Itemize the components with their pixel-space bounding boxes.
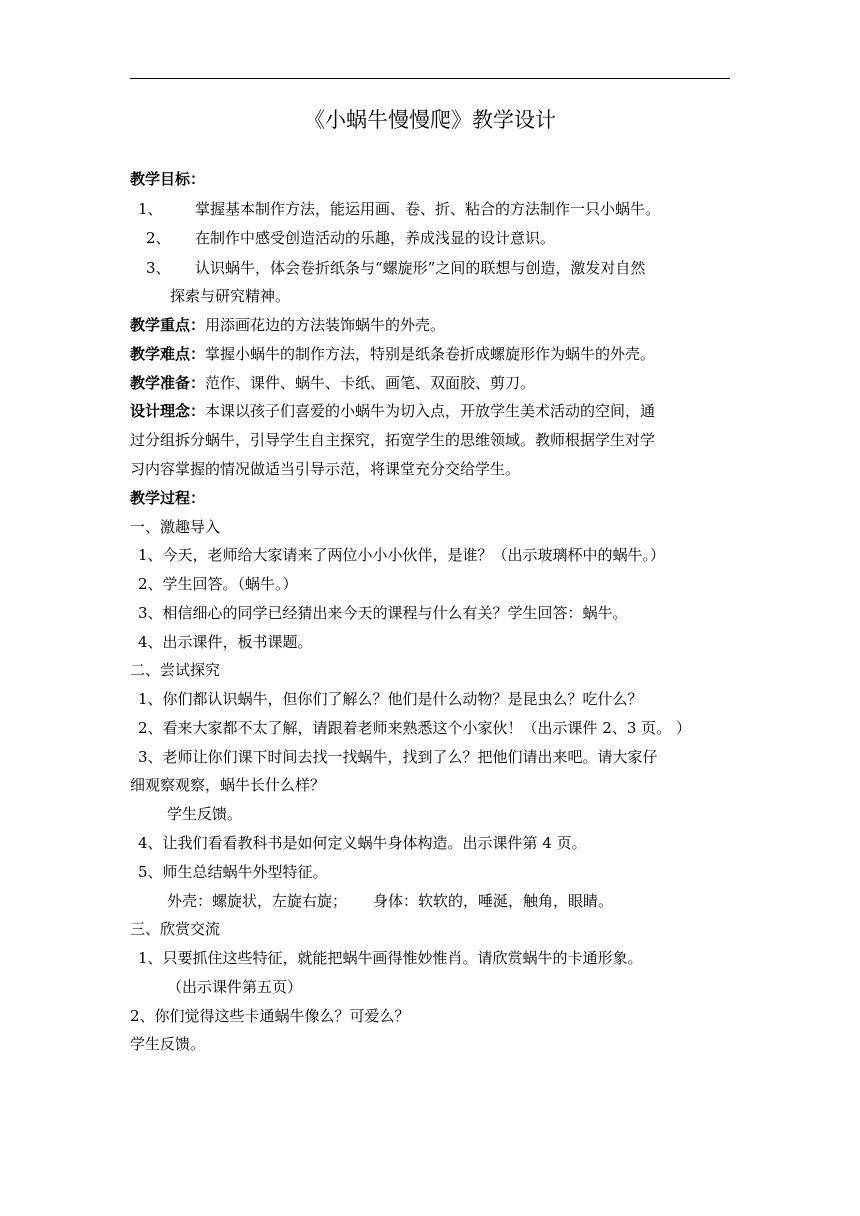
- section-1-step-4: 4、出示课件，板书课题。: [138, 633, 313, 651]
- section-2-step-5: 5、师生总结蜗牛外型特征。: [138, 863, 328, 881]
- goal-text: 掌握基本制作方法，能运用画、卷、折、粘合的方法制作一只小蜗牛。: [195, 200, 661, 218]
- section-3-step-1-note: （出示课件第五页）: [167, 978, 303, 996]
- section-1-step-1: 1、今天，老师给大家请来了两位小小小伙伴，是谁？（出示玻璃杯中的蜗牛。）: [138, 546, 666, 564]
- section-2-step-1: 1、你们都认识蜗牛，但你们了解么？他们是什么动物？是昆虫么？吃什么？: [138, 690, 643, 708]
- goal-number: 1、: [138, 200, 163, 218]
- section-2-step-3-continuation: 细观察观察，蜗牛长什么样？: [130, 776, 326, 794]
- section-2-feedback: 学生反馈。: [167, 805, 243, 823]
- shell-features: 外壳：螺旋状，左旋右旋；: [167, 892, 348, 910]
- preparation-label: 教学准备：: [130, 374, 206, 392]
- goals-heading: 教学目标：: [130, 170, 206, 188]
- section-1-step-2: 2、学生回答。（蜗牛。）: [138, 575, 298, 593]
- section-3-title: 三、欣赏交流: [130, 920, 221, 938]
- goal-number: 2、: [146, 229, 171, 247]
- goal-item-3-continuation: 探索与研究精神。: [170, 287, 291, 305]
- key-point-label: 教学重点：: [130, 316, 206, 334]
- goal-text: 在制作中感受创造活动的乐趣，养成浅显的设计意识。: [195, 229, 556, 247]
- section-2-step-3: 3、老师让你们课下时间去找一找蜗牛，找到了么？把他们请出来吧。请大家仔: [138, 748, 658, 766]
- section-3-step-2: 2、你们觉得这些卡通蜗牛像么？可爱么？: [130, 1007, 410, 1025]
- key-point: [130, 312, 445, 338]
- section-1-title: 一、激趣导入: [130, 518, 221, 536]
- concept-line-2: 过分组拆分蜗牛，引导学生自主探究，拓宽学生的思维领域。教师根据学生对学: [130, 431, 656, 449]
- preparation: [130, 370, 535, 396]
- page-title: 《小蜗牛慢慢爬》教学设计: [304, 108, 556, 132]
- preparation-text: 范作、课件、蜗牛、卡纸、画笔、双面胶、剪刀。: [205, 374, 536, 392]
- goal-item-2: [146, 225, 555, 251]
- section-2-step-2: 2、看来大家都不太了解，请跟着老师来熟悉这个小家伙！（出示课件 2、3 页。 ）: [138, 719, 691, 737]
- concept-text: 本课以孩子们喜爱的小蜗牛为切入点，开放学生美术活动的空间，通: [205, 402, 656, 420]
- goal-number: 3、: [146, 259, 171, 277]
- concept-label: 设计理念：: [130, 402, 206, 420]
- key-point-text: 用添画花边的方法装饰蜗牛的外壳。: [205, 316, 446, 334]
- goal-text: 认识蜗牛，体会卷折纸条与“螺旋形”之间的联想与创造，激发对自然: [195, 259, 646, 277]
- difficulty: [130, 341, 655, 367]
- process-heading: 教学过程：: [130, 489, 206, 507]
- section-2-step-4: 4、让我们看看教科书是如何定义蜗牛身体构造。出示课件第 4 页。: [138, 834, 587, 852]
- section-1-step-3: 3、相信细心的同学已经猜出来今天的课程与什么有关？学生回答：蜗牛。: [138, 604, 628, 622]
- body-features: 身体：软软的，唾涎，触角，眼睛。: [373, 892, 614, 910]
- concept-line-3: 习内容掌握的情况做适当引导示范，将课堂充分交给学生。: [130, 460, 521, 478]
- header-rule: [130, 78, 730, 79]
- section-3-step-1: 1、只要抓住这些特征，就能把蜗牛画得惟妙惟肖。请欣赏蜗牛的卡通形象。: [138, 949, 643, 967]
- section-2-title: 二、尝试探究: [130, 661, 221, 679]
- goal-item-3: [146, 255, 645, 281]
- section-3-feedback: 学生反馈。: [130, 1035, 206, 1053]
- difficulty-text: 掌握小蜗牛的制作方法，特别是纸条卷折成螺旋形作为蜗牛的外壳。: [205, 345, 656, 363]
- concept: [130, 398, 655, 424]
- goal-item-1: [138, 196, 660, 222]
- snail-features: [167, 888, 613, 914]
- difficulty-label: 教学难点：: [130, 345, 206, 363]
